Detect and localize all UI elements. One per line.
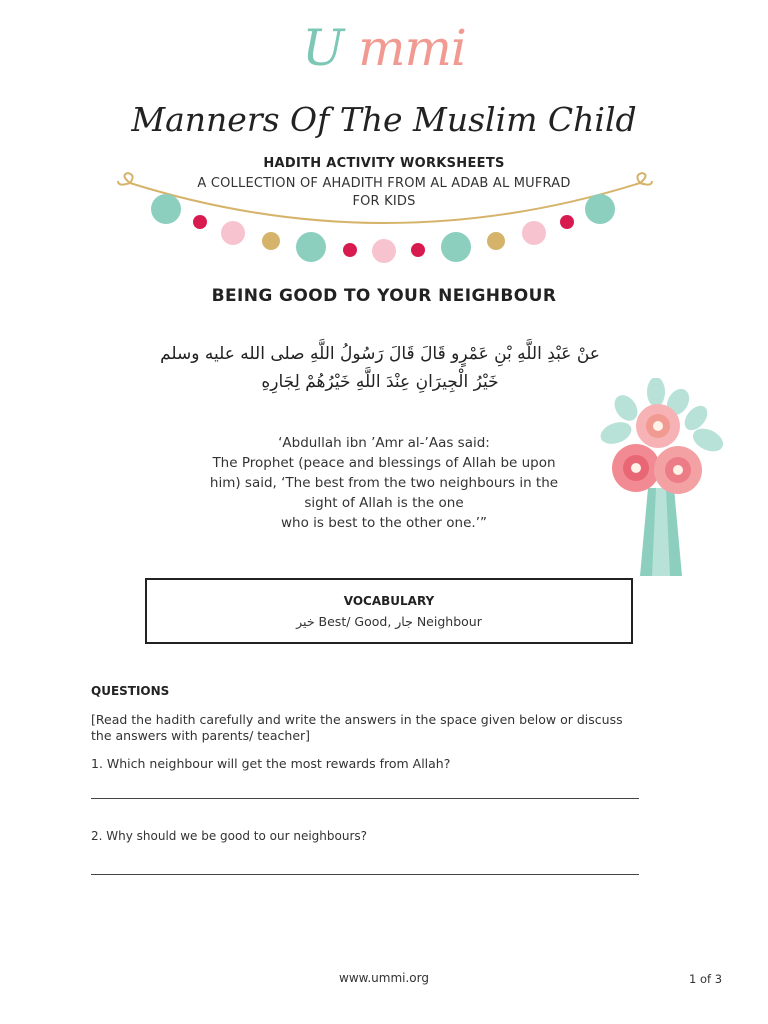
vocabulary-text: خير Best/ Good, جار Neighbour (296, 614, 482, 629)
logo-text-accent: mmi (358, 19, 466, 77)
instructions-line-1: [Read the hadith carefully and write the answers in the space given below or discuss (91, 712, 623, 727)
flower-icon (612, 444, 660, 492)
vocabulary-title: VOCABULARY (343, 594, 435, 608)
questions-title: QUESTIONS (91, 684, 170, 698)
vase-icon (640, 488, 682, 576)
arabic-line-1: عنْ عَبْدِ اللَّهِ بْنِ عَمْرٍو قَالَ قَالَ رَسُولُ اللَّهِ صلى الله عليه وسلم (160, 344, 600, 364)
hadith-line: ‘Abdullah ibn ’Amr al-’Aas said: (278, 435, 490, 451)
garland-bead-teal (441, 232, 471, 262)
questions-instructions (91, 712, 651, 744)
footer-url[interactable]: www.ummi.org (339, 971, 429, 985)
hadith-translation (180, 433, 588, 533)
garland-bead-crimson (343, 243, 357, 257)
section-title: BEING GOOD TO YOUR NEIGHBOUR (211, 286, 557, 306)
arabic-line-2: خَيْرُ الْجِيرَانِ عِنْدَ اللَّهِ خَيْرُهُمْ لِجَارِهِ (261, 372, 499, 392)
garland-bead-gold (487, 232, 505, 250)
question-1: 1. Which neighbour will get the most rewards from Allah? (91, 756, 451, 771)
page-title: Manners Of The Muslim Child (131, 100, 637, 139)
garland-decoration (115, 168, 655, 268)
instructions-line-2: the answers with parents/ teacher] (91, 728, 311, 743)
garland-bead-pink (221, 221, 245, 245)
answer-line-2[interactable] (91, 874, 639, 875)
garland-right-leaf-icon (637, 173, 652, 185)
garland-bead-crimson (560, 215, 574, 229)
logo-text: U (302, 19, 344, 77)
garland-left-leaf-icon (118, 173, 133, 185)
flower-icon (654, 446, 702, 494)
garland-bead-pink (522, 221, 546, 245)
hadith-line: who is best to the other one.’” (281, 515, 487, 531)
garland-bead-gold (262, 232, 280, 250)
garland-bead-pink (372, 239, 396, 263)
page-subtitle: HADITH ACTIVITY WORKSHEETS (263, 156, 505, 171)
garland-bead-teal (585, 194, 615, 224)
garland-bead-crimson (411, 243, 425, 257)
arabic-hadith (160, 340, 600, 396)
collection-line-2: FOR KIDS (352, 194, 416, 209)
collection-line-1: A COLLECTION OF AHADITH FROM AL ADAB AL MUFRAD (197, 176, 571, 191)
garland-bead-teal (151, 194, 181, 224)
hadith-line: him) said, ‘The best from the two neighbours in the (209, 475, 559, 491)
question-2: 2. Why should we be good to our neighbours? (91, 829, 367, 843)
garland-bead-teal (296, 232, 326, 262)
vocabulary-box (145, 578, 633, 644)
page-number: 1 of 3 (689, 972, 723, 986)
answer-line-1[interactable] (91, 798, 639, 799)
flower-vase-illustration (596, 378, 726, 578)
flower-icon (636, 404, 680, 448)
hadith-line: sight of Allah is the one (304, 495, 464, 511)
ummi-logo (0, 18, 768, 78)
hadith-line: The Prophet (peace and blessings of Allah be upon (212, 455, 556, 471)
garland-bead-crimson (193, 215, 207, 229)
